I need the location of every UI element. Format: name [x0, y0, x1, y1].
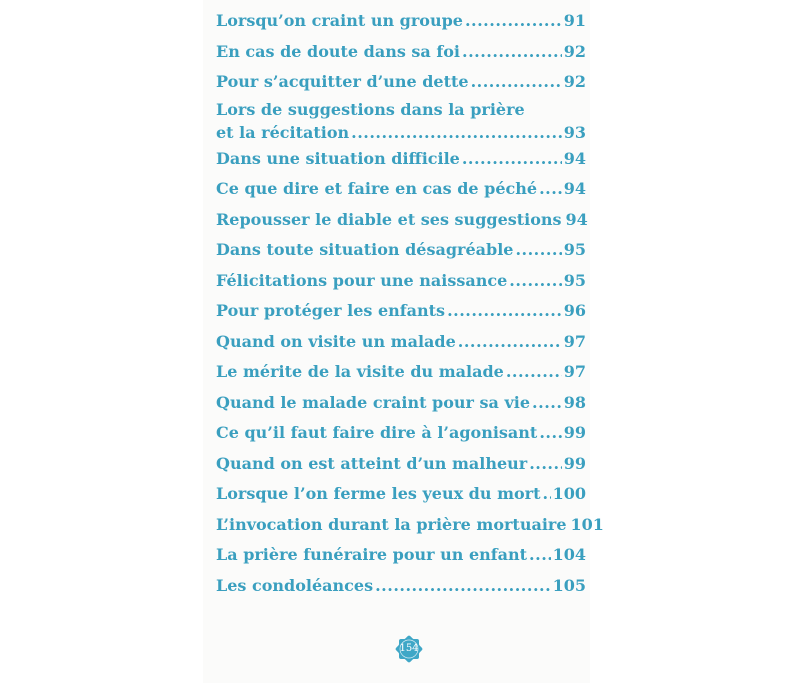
toc-entry: [216, 357, 586, 388]
toc-entry-page: 105: [552, 575, 586, 595]
toc-entry-title: Pour s’acquitter d’une dette: [216, 72, 469, 91]
toc-entry-title: Le mérite de la visite du malade: [216, 362, 504, 381]
toc-entry-title: Lorsqu’on craint un groupe: [216, 11, 463, 30]
toc-entry: [216, 174, 586, 205]
toc-entry-title-line2: et la récitation: [216, 122, 350, 142]
page-number: 154: [399, 643, 419, 654]
dot-leader: [462, 37, 562, 68]
dot-leader: [539, 418, 561, 449]
toc-entry-page: 99: [563, 453, 586, 473]
dot-leader: [458, 327, 562, 358]
toc-entry-page: 93: [563, 122, 586, 142]
toc-entry-line2: [216, 121, 586, 144]
dot-leader: [462, 144, 562, 175]
toc-entry: [216, 235, 586, 266]
dot-leader: [447, 296, 562, 327]
toc-entry-title: Quand le malade craint pour sa vie: [216, 392, 531, 412]
toc-entry: [216, 479, 586, 510]
table-of-contents: [216, 6, 604, 601]
toc-entry-page: 92: [563, 72, 586, 91]
dot-leader: [529, 540, 551, 571]
toc-entry-title-line1: Lors de suggestions dans la prière: [216, 99, 525, 119]
dot-leader: [465, 6, 562, 37]
toc-entry-title: Pour protéger les enfants: [216, 301, 446, 320]
dot-leader: [471, 67, 562, 98]
toc-entry: [216, 449, 586, 480]
dot-leader: [543, 479, 551, 510]
toc-entry: [216, 266, 586, 297]
toc-entry: [216, 296, 586, 327]
dot-leader: [506, 357, 562, 388]
toc-entry-title: Dans toute situation désagréable: [216, 240, 514, 259]
toc-entry: [216, 388, 586, 419]
toc-entry: [216, 540, 586, 571]
dot-leader: [515, 235, 561, 266]
toc-entry: [216, 510, 604, 541]
toc-entry: [216, 67, 586, 98]
dot-leader: [509, 266, 561, 297]
toc-entry-page: 94: [563, 179, 586, 198]
toc-entry: [216, 205, 586, 236]
toc-entry-page: 94: [565, 209, 588, 229]
toc-entry: [216, 37, 586, 68]
toc-entry-title: Les condoléances: [216, 575, 374, 595]
toc-entry-page: 98: [563, 392, 586, 412]
dot-leader: [529, 449, 562, 480]
dot-leader: [351, 121, 562, 144]
toc-entry-page: 95: [563, 270, 586, 290]
toc-entry: [216, 6, 586, 37]
dot-leader: [532, 388, 562, 419]
toc-entry-title: Félicitations pour une naissance: [216, 270, 508, 290]
toc-entry-page: 96: [563, 301, 586, 320]
toc-entry: [216, 327, 586, 358]
toc-entry: [216, 98, 586, 144]
toc-entry-page: 91: [563, 11, 586, 30]
toc-entry-page: 95: [563, 240, 586, 259]
dot-leader: [375, 571, 550, 602]
toc-entry: [216, 571, 586, 602]
dot-leader: [539, 174, 562, 205]
toc-entry-page: 101: [570, 514, 604, 534]
toc-entry-page: 97: [563, 362, 586, 381]
toc-entry: [216, 418, 586, 449]
toc-entry-title: La prière funéraire pour un enfant: [216, 545, 528, 564]
toc-entry-page: 99: [563, 423, 586, 442]
toc-entry-page: 104: [552, 545, 586, 564]
toc-entry-title: L’invocation durant la prière mortuaire: [216, 514, 567, 534]
toc-entry-title: Ce qu’il faut faire dire à l’agonisant: [216, 423, 538, 442]
toc-entry-page: 100: [552, 484, 586, 503]
toc-entry-title: Dans une situation difficile: [216, 148, 460, 168]
toc-entry-page: 97: [563, 331, 586, 351]
toc-entry: [216, 144, 586, 175]
toc-entry-title: Quand on visite un malade: [216, 331, 456, 351]
toc-entry-page: 92: [563, 41, 586, 61]
toc-entry-title: Repousser le diable et ses suggestions: [216, 209, 562, 229]
toc-entry-page: 94: [563, 148, 586, 168]
toc-entry-title: Ce que dire et faire en cas de péché: [216, 179, 538, 198]
toc-entry-title: Lorsque l’on ferme les yeux du mort: [216, 484, 541, 503]
toc-entry-title: Quand on est atteint d’un malheur: [216, 453, 528, 473]
toc-entry-title: En cas de doute dans sa foi: [216, 41, 460, 61]
